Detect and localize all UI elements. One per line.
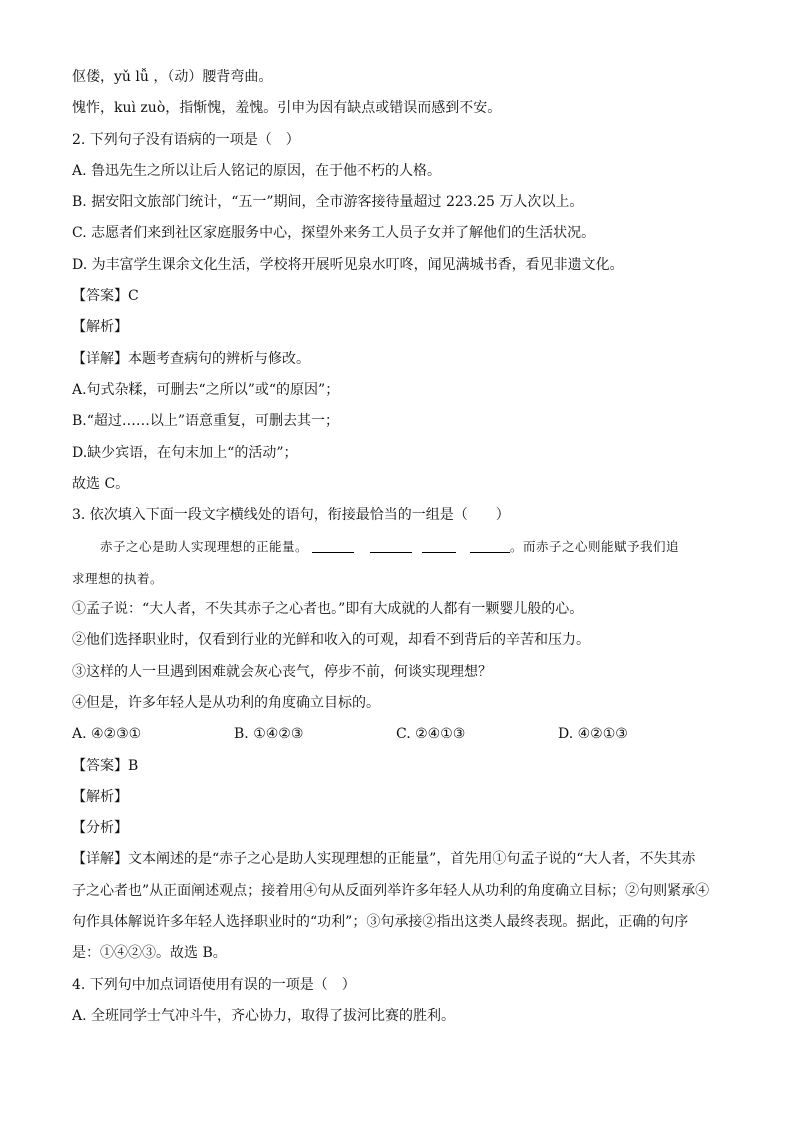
question-2-option-a: A. 鲁迅先生之所以让后人铭记的原因，在于他不朽的人格。 — [72, 162, 442, 179]
question-2-answer: 【答案】C — [72, 288, 139, 305]
question-2-detail-d: D.缺少宾语，在句末加上“的活动”； — [72, 444, 298, 461]
question-3-answer: 【答案】B — [72, 757, 139, 774]
question-2-stem: 2. 下列句子没有语病的一项是（ ） — [72, 131, 300, 148]
question-3-analysis-label: 【解析】 — [72, 788, 128, 805]
question-3-stem: 3. 依次填入下面一段文字横线处的语句，衔接最恰当的一组是（ ） — [72, 507, 510, 524]
question-3-options — [72, 719, 732, 750]
vocab-line-kuizuo: 愧怍，kuì zuò，指惭愧，羞愧。引申为因有缺点或错误而感到不安。 — [72, 100, 502, 117]
question-2-conclusion: 故选 C。 — [72, 475, 130, 492]
question-3-option-c: C. ②④①③ — [396, 726, 466, 743]
sentence-2: ②他们选择职业时，仅看到行业的光鲜和收入的可观，却看不到背后的辛苦和压力。 — [72, 632, 590, 649]
blank-3 — [422, 538, 456, 553]
question-3-option-a: A. ④②③① — [72, 726, 142, 743]
question-3-detail-line-2: 子之心者也”从正面阐述观点；接着用④句从反面列举许多年轻人从功利的角度确立目标；②句则紧承④ — [72, 882, 710, 899]
question-3-passage-line-1 — [72, 531, 732, 562]
question-3-detail-line-1: 【详解】文本阐述的是“赤子之心是助人实现理想的正能量”，首先用①句孟子说的“大人者，不失其赤 — [72, 851, 696, 868]
vocab-line-yulv: 伛偻，yǔ lǚ ，（动）腰背弯曲。 — [72, 69, 273, 85]
blank-1 — [312, 538, 354, 553]
question-3-detail-line-4: 是：①④②③。故选 B。 — [72, 945, 227, 962]
question-2-option-c: C. 志愿者们来到社区家庭服务中心，探望外来务工人员子女并了解他们的生活状况。 — [72, 225, 596, 242]
question-2-detail-a: A.句式杂糅，可删去“之所以”或“的原因”； — [72, 381, 340, 398]
question-4-option-a: A. 全班同学士气冲斗牛，齐心协力，取得了拔河比赛的胜利。 — [72, 1007, 456, 1024]
sentence-3: ③这样的人一旦遇到困难就会灰心丧气，停步不前，何谈实现理想？ — [72, 663, 492, 680]
passage-text-start: 赤子之心是助人实现理想的正能量。 — [100, 539, 309, 555]
question-2-analysis-label: 【解析】 — [72, 319, 128, 336]
question-2-detail: 【详解】本题考查病句的辨析与修改。 — [72, 350, 310, 367]
blank-4 — [470, 538, 510, 553]
document-page — [72, 62, 732, 1032]
sentence-4: ④但是，许多年轻人是从功利的角度确立目标的。 — [72, 694, 380, 711]
question-3-option-d: D. ④②①③ — [558, 726, 628, 743]
question-2-option-b: B. 据安阳文旅部门统计，“五一”期间，全市游客接待量超过 223.25 万人次以上。 — [72, 194, 584, 211]
question-3-fenxi-label: 【分析】 — [72, 820, 128, 837]
question-2-option-d: D. 为丰富学生课余文化生活，学校将开展听见泉水叮咚，闻见满城书香，看见非遗文化。 — [72, 256, 624, 273]
question-3-detail-line-3: 句作具体解说许多年轻人选择职业时的“功利”；③句承接②指出这类人最终表现。据此，正确的句序 — [72, 914, 689, 931]
question-4-stem: 4. 下列句中加点词语使用有误的一项是（ ） — [72, 976, 356, 993]
question-2-detail-b: B.“超过……以上”语意重复，可删去其一； — [72, 413, 340, 430]
passage-text-end: 。而赤子之心则能赋予我们追 — [510, 539, 680, 555]
question-3-option-b: B. ①④②③ — [234, 726, 304, 743]
question-3-passage-line-2: 求理想的执着。 — [72, 570, 164, 586]
sentence-1: ①孟子说：“大人者，不失其赤子之心者也。”即有大成就的人都有一颗婴儿般的心。 — [72, 601, 584, 618]
blank-2 — [370, 538, 412, 553]
